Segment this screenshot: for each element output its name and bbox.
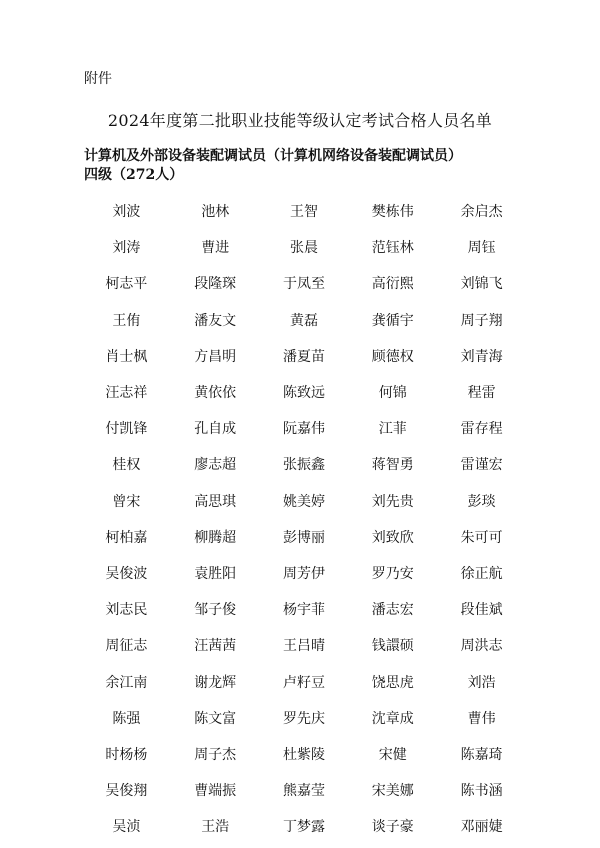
name-cell: 潘友文: [194, 312, 237, 329]
name-cell: 罗乃安: [371, 565, 414, 582]
name-cell: 刘涛: [112, 240, 141, 257]
name-cell: 汪志祥: [105, 385, 148, 402]
occupation-heading: 计算机及外部设备装配调试员（计算机网络设备装配调试员）: [84, 148, 462, 164]
name-cell: 沈章成: [371, 710, 414, 727]
name-cell: 陈致远: [282, 385, 325, 402]
name-cell: 彭博丽: [282, 529, 325, 546]
names-grid: [82, 193, 526, 844]
name-cell: 高思琪: [194, 493, 237, 510]
name-cell: 陈强: [112, 710, 141, 727]
name-cell: 江菲: [378, 421, 407, 438]
name-cell: 王智: [289, 204, 318, 221]
name-cell: 阮嘉伟: [282, 421, 325, 438]
name-cell: 刘致欣: [371, 529, 414, 546]
name-cell: 肖士枫: [105, 348, 148, 365]
name-cell: 周征志: [105, 638, 148, 655]
name-cell: 徐正航: [460, 565, 503, 582]
name-cell: 柯柏嘉: [105, 529, 148, 546]
name-cell: 刘先贵: [371, 493, 414, 510]
name-cell: 刘志民: [105, 602, 148, 619]
name-cell: 周钰: [467, 240, 496, 257]
name-cell: 张振鑫: [282, 457, 325, 474]
name-cell: 钱譞硕: [371, 638, 414, 655]
name-cell: 蒋智勇: [371, 457, 414, 474]
name-cell: 吴俊翔: [105, 783, 148, 800]
name-cell: 余启杰: [460, 204, 503, 221]
name-cell: 刘锦飞: [460, 276, 503, 293]
name-cell: 刘青海: [460, 348, 503, 365]
name-cell: 刘波: [112, 204, 141, 221]
name-cell: 顾德权: [371, 348, 414, 365]
name-cell: 周子杰: [194, 746, 237, 763]
name-cell: 吴浈: [112, 819, 141, 836]
name-cell: 谈子豪: [371, 819, 414, 836]
document-title: 2024年度第二批职业技能等级认定考试合格人员名单: [107, 111, 493, 130]
name-cell: 孔自成: [194, 421, 237, 438]
name-cell: 余江南: [105, 674, 148, 691]
name-cell: 杨宇菲: [282, 602, 325, 619]
name-cell: 黄磊: [289, 312, 318, 329]
level-heading: 四级（272人）: [84, 167, 184, 183]
name-cell: 张晨: [289, 240, 318, 257]
name-cell: 段隆琛: [194, 276, 237, 293]
name-cell: 何锦: [378, 385, 407, 402]
name-cell: 方昌明: [194, 348, 237, 365]
name-cell: 雷存程: [460, 421, 503, 438]
name-cell: 刘浩: [467, 674, 496, 691]
name-cell: 卢籽豆: [282, 674, 325, 691]
name-cell: 吴俊波: [105, 565, 148, 582]
name-cell: 曾宋: [112, 493, 141, 510]
name-cell: 雷谨宏: [460, 457, 503, 474]
name-cell: 柳腾超: [194, 529, 237, 546]
name-cell: 彭琰: [467, 493, 496, 510]
name-cell: 范钰林: [371, 240, 414, 257]
name-cell: 杜紫陵: [282, 746, 325, 763]
name-cell: 曹伟: [467, 710, 496, 727]
name-cell: 汪茜茜: [194, 638, 237, 655]
name-cell: 陈文富: [194, 710, 237, 727]
attachment-label: 附件: [84, 71, 112, 87]
name-cell: 樊栋伟: [371, 204, 414, 221]
name-cell: 丁梦露: [282, 819, 325, 836]
name-cell: 池林: [201, 204, 230, 221]
name-cell: 段佳斌: [460, 602, 503, 619]
name-cell: 朱可可: [460, 529, 503, 546]
name-cell: 陈嘉琦: [460, 746, 503, 763]
name-cell: 王吕晴: [282, 638, 325, 655]
name-cell: 陈书涵: [460, 783, 503, 800]
name-cell: 桂权: [112, 457, 141, 474]
name-cell: 宋健: [378, 746, 407, 763]
name-cell: 潘夏苗: [282, 348, 325, 365]
name-cell: 宋美娜: [371, 783, 414, 800]
name-cell: 曹端振: [194, 783, 237, 800]
name-cell: 廖志超: [194, 457, 237, 474]
name-cell: 袁胜阳: [194, 565, 237, 582]
name-cell: 罗先庆: [282, 710, 325, 727]
name-cell: 程雷: [467, 385, 496, 402]
name-cell: 饶思虎: [371, 674, 414, 691]
name-cell: 龚循宇: [371, 312, 414, 329]
name-cell: 柯志平: [105, 276, 148, 293]
name-cell: 付凯锋: [105, 421, 148, 438]
name-cell: 邹子俊: [194, 602, 237, 619]
name-cell: 邓丽婕: [460, 819, 503, 836]
name-cell: 周子翔: [460, 312, 503, 329]
name-cell: 熊嘉莹: [282, 783, 325, 800]
name-cell: 谢龙辉: [194, 674, 237, 691]
name-cell: 黄依依: [194, 385, 237, 402]
name-cell: 潘志宏: [371, 602, 414, 619]
name-cell: 王浩: [201, 819, 230, 836]
name-cell: 曹进: [201, 240, 230, 257]
name-cell: 姚美婷: [282, 493, 325, 510]
name-cell: 高衍熙: [371, 276, 414, 293]
name-cell: 于凤至: [282, 276, 325, 293]
name-cell: 周芳伊: [282, 565, 325, 582]
name-cell: 周洪志: [460, 638, 503, 655]
name-cell: 时杨杨: [105, 746, 148, 763]
name-cell: 王侑: [112, 312, 141, 329]
